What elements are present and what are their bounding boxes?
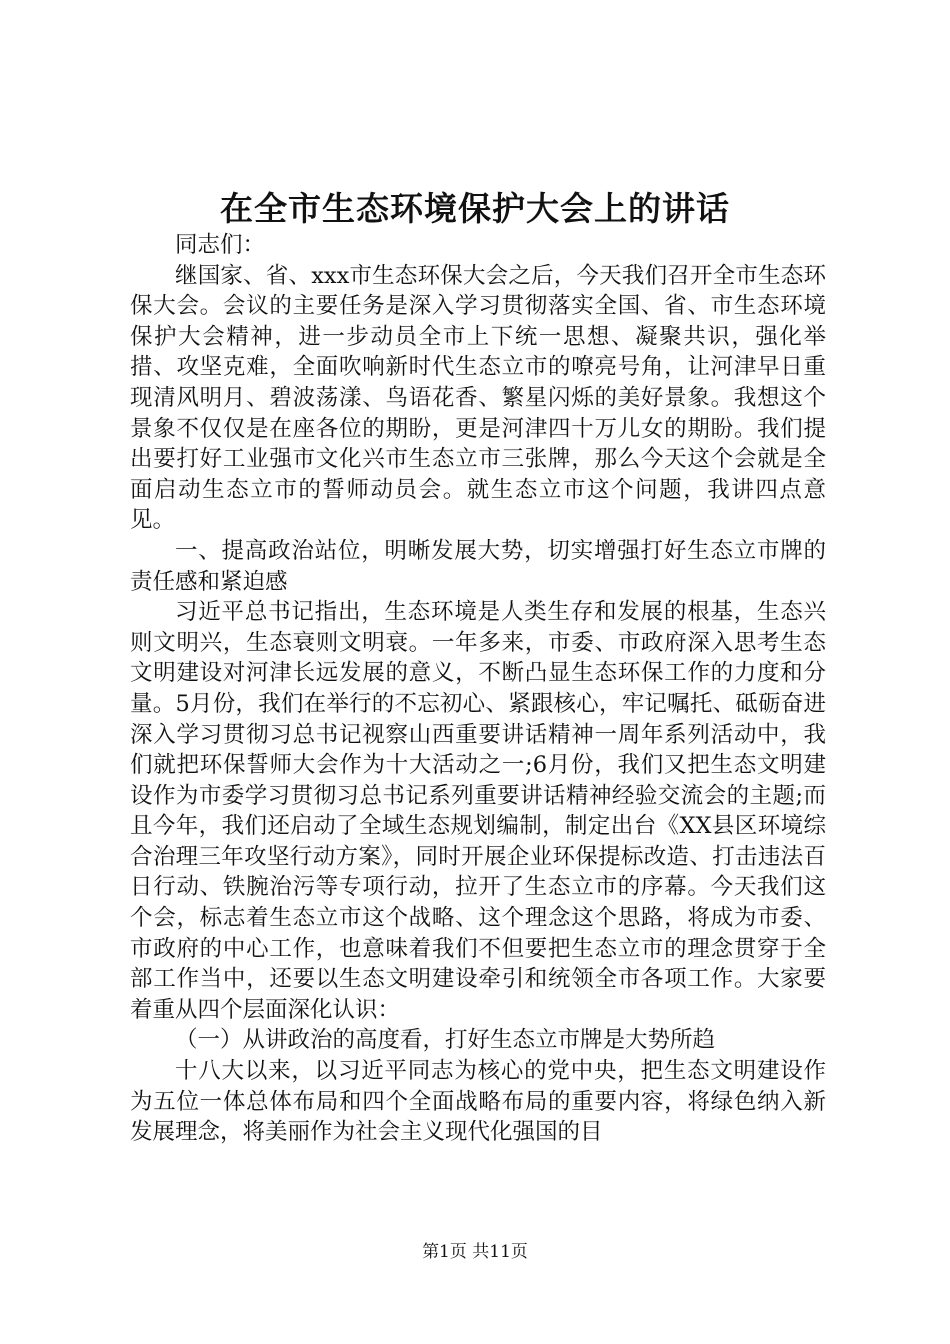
paragraph-section-1: 习近平总书记指出，生态环境是人类生存和发展的根基，生态兴则文明兴，生态衰则文明衰。一年多来，市委、市政府深入思考生态文明建设对河津长远发展的意义，不断凸显生态环保工作的力度和分量。5月份，我们在举行的不忘初心、紧跟核心，牢记嘱托、砥砺奋进深入学习贯彻习总书记视察山西重要讲话精神一周年系列活动中，我们就把环保誓师大会作为十大活动之一;6月份，我们又把生态文明建设作为市委学习贯彻习总书记系列重要讲话精神经验交流会的主题;而且今年，我们还启动了全域生态规划编制，制定出台《XX县区环境综合治理三年攻坚行动方案》，同时开展企业环保提标改造、打击违法百日行动、铁腕治污等专项行动，拉开了生态立市的序幕。今天我们这个会，标志着生态立市这个战略、这个理念这个思路，将成为市委、市政府的中心工作，也意味着我们不但要把生态立市的理念贯穿于全部工作当中，还要以生态文明建设牵引和统领全市各项工作。大家要着重从四个层面深化认识：	[130, 599, 826, 1023]
document-body	[130, 230, 826, 1148]
page-footer: 第1页 共11页	[422, 1242, 528, 1262]
paragraph-subsection-1: 十八大以来，以习近平同志为核心的党中央，把生态文明建设作为五位一体总体布局和四个全面战略布局的重要内容，将绿色纳入新发展理念，将美丽作为社会主义现代化强国的目	[130, 1058, 826, 1146]
salutation: 同志们：	[175, 232, 266, 258]
document-title: 在全市生态环境保护大会上的讲话	[220, 189, 730, 228]
subsection-heading-1: （一）从讲政治的高度看，打好生态立市牌是大势所趋	[175, 1027, 716, 1054]
section-heading-1: 一、提高政治站位，明晰发展大势，切实增强打好生态立市牌的责任感和紧迫感	[130, 537, 826, 595]
paragraph-intro: 继国家、省、xxx市生态环保大会之后，今天我们召开全市生态环保大会。会议的主要任务是深入学习贯彻落实全国、省、市生态环境保护大会精神，进一步动员全市上下统一思想、凝聚共识，强化举措、攻坚克难，全面吹响新时代生态立市的嘹亮号角，让河津早日重现清风明月、碧波荡漾、鸟语花香、繁星闪烁的美好景象。我想这个景象不仅仅是在座各位的期盼，更是河津四十万儿女的期盼。我们提出要打好工业强市文化兴市生态立市三张牌，那么今天这个会就是全面启动生态立市的誓师动员会。就生态立市这个问题，我讲四点意见。	[130, 262, 826, 534]
